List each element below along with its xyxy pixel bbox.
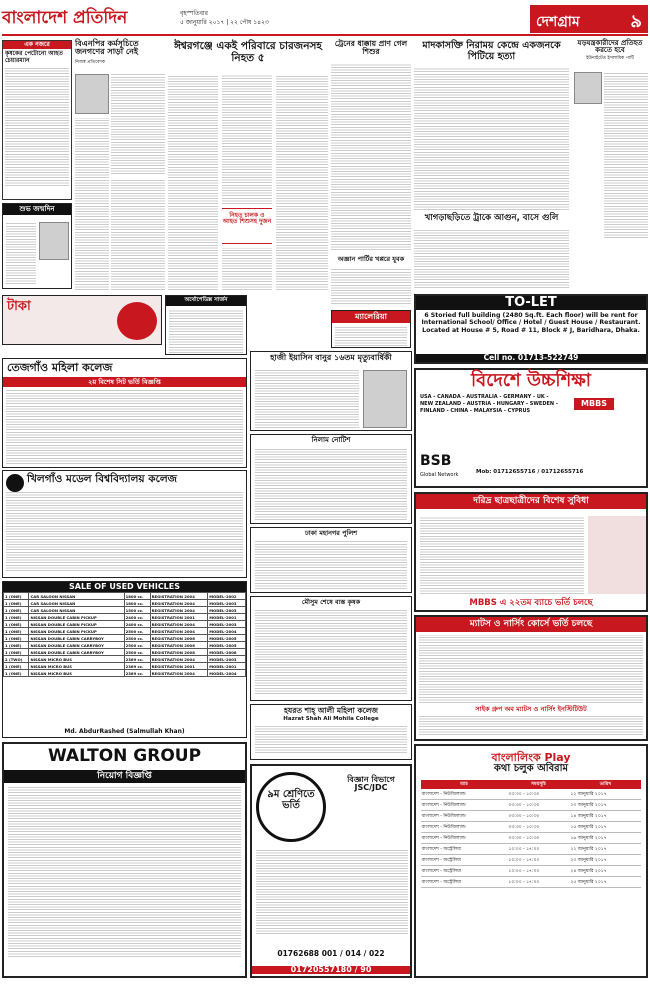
play-time: ০৩:৩০ - ১০:৩০ bbox=[507, 822, 569, 833]
ad-ortho bbox=[165, 295, 247, 355]
play-date: ১৪ জানুয়ারি ২০১৭ bbox=[569, 811, 641, 822]
story-conspiracy-text bbox=[604, 72, 648, 238]
play-time: ০৩:৩০ - ১০:৩০ bbox=[507, 833, 569, 844]
vehicle-no: 1 (ONE) bbox=[4, 635, 29, 642]
play-time: ০৩:৩০ - ১০:৩০ bbox=[507, 800, 569, 811]
ad-malaria-title: ম্যালেরিয়া bbox=[332, 311, 410, 323]
story-rehab bbox=[414, 40, 569, 210]
play-table bbox=[421, 780, 642, 888]
play-match: বাংলাদেশ - নিউজিল্যান্ড bbox=[421, 800, 508, 811]
ad-memorial-photo bbox=[363, 370, 407, 428]
play-date: ১২ জানুয়ারি ২০১৭ bbox=[569, 789, 641, 800]
vehicle-reg: REGISTRATION 2004 bbox=[150, 593, 208, 600]
vehicle-reg: REGISTRATION 2004 bbox=[150, 670, 208, 677]
vehicle-row bbox=[4, 621, 246, 628]
vehicle-model: NISSAN MICRO BUS bbox=[29, 670, 124, 677]
vehicle-reg: REGISTRATION 2004 bbox=[150, 607, 208, 614]
play-date: ১৬ জানুয়ারি ২০১৭ bbox=[569, 833, 641, 844]
play-time: ১০:০০ - ১৭:০০ bbox=[507, 855, 569, 866]
play-date: ২৫ জানুয়ারি ২০১৭ bbox=[569, 877, 641, 888]
ad-matts-phones bbox=[419, 715, 643, 735]
story-conspiracy-title: যড়যন্ত্রকারীদের প্রতিহত করতে হবে bbox=[577, 39, 643, 55]
story-khagrachari bbox=[414, 214, 569, 290]
ad-memorial-text bbox=[255, 370, 359, 428]
ad-malaria-text bbox=[335, 326, 407, 346]
ad-study-countries: USA - CANADA - AUSTRALIA - GERMANY - UK - NEW ZEALAND - AUSTRIA - HUNGARY - SWEDEN - FINLAND - CHINA - MALAYSIA - CYPRUS bbox=[420, 393, 558, 414]
vehicle-reg: REGISTRATION 2004 bbox=[150, 656, 208, 663]
story-ogyan-title: অজ্ঞান পার্টির খপ্পরে যুবক bbox=[337, 255, 405, 263]
play-match: বাংলাদেশ - নিউজিল্যান্ড bbox=[421, 822, 508, 833]
ad-tolet bbox=[414, 294, 648, 364]
vehicle-year: MODEL-2001 bbox=[208, 663, 246, 670]
ad-memorial bbox=[250, 351, 412, 431]
play-match: বাংলাদেশ - অস্ট্রেলিয়া bbox=[421, 866, 508, 877]
story-ishwarganj-col3 bbox=[276, 74, 328, 290]
vehicle-reg: REGISTRATION 2004 bbox=[150, 600, 208, 607]
story-ishwarganj-quote bbox=[222, 208, 272, 244]
story-bnp-byline: নিজস্ব প্রতিবেদক bbox=[75, 59, 106, 65]
vehicle-reg: REGISTRATION 2004 bbox=[150, 621, 208, 628]
play-col-time: সময়সূচি bbox=[531, 782, 546, 788]
story-bnp-text-a bbox=[111, 74, 165, 174]
vehicle-no: 1 (ONE) bbox=[4, 593, 29, 600]
story-farmer-title: মৌসুম শেষে ব্যস্ত কৃষক bbox=[301, 598, 361, 606]
ad-khilgaon-text bbox=[6, 491, 243, 571]
brief-text bbox=[5, 68, 69, 186]
story-farmer-text bbox=[255, 610, 407, 694]
ad-tk-title: টাকা bbox=[7, 299, 31, 314]
ad-class9-text bbox=[256, 850, 408, 934]
play-time: ০৩:৩০ - ১০:৩০ bbox=[507, 811, 569, 822]
vehicle-no: 1 (ONE) bbox=[4, 670, 29, 677]
ad-matts-title: ম্যাটস ও নার্সিং কোর্সে ভর্তি চলছে bbox=[416, 617, 646, 632]
vehicle-model: NISSAN DOUBLE CABIN PICKUP bbox=[29, 614, 124, 621]
play-row bbox=[421, 877, 642, 888]
vehicle-year: MODEL-2001 bbox=[208, 614, 246, 621]
khilgaon-logo-icon bbox=[6, 474, 24, 492]
ad-study-brand: BSB bbox=[420, 453, 452, 469]
vehicle-cc: 1800 cc. bbox=[124, 600, 150, 607]
vehicle-no: 1 (ONE) bbox=[4, 607, 29, 614]
ad-women-college bbox=[2, 358, 247, 468]
vehicle-year: MODEL-2003 bbox=[208, 600, 246, 607]
ad-study-title: বিদেশে উচ্চশিক্ষা bbox=[470, 370, 592, 391]
vehicle-year: MODEL-2003 bbox=[208, 656, 246, 663]
story-bnp-text-c bbox=[111, 178, 165, 290]
ad-dmp bbox=[250, 527, 412, 593]
play-date: ২২ জানুয়ারি ২০১৭ bbox=[569, 844, 641, 855]
vehicle-model: NISSAN DOUBLE CABIN CARRYBOY bbox=[29, 635, 124, 642]
vehicle-no: 1 (ONE) bbox=[4, 663, 29, 670]
play-time: ১০:০০ - ১৭:০০ bbox=[507, 877, 569, 888]
story-conspiracy bbox=[572, 40, 648, 240]
ad-khilgaon bbox=[2, 470, 247, 578]
masthead bbox=[2, 2, 648, 36]
logo: বাংলাদেশ প্রতিদিন bbox=[2, 8, 128, 28]
vehicle-row bbox=[4, 614, 246, 621]
play-match: বাংলাদেশ - নিউজিল্যান্ড bbox=[421, 833, 508, 844]
ad-class9-phone: 01762688 001 / 014 / 022 bbox=[277, 949, 385, 959]
ad-poor-side bbox=[588, 516, 646, 594]
ad-study-phone: Mob: 01712655716 / 01712655716 bbox=[476, 469, 584, 475]
ad-class9 bbox=[250, 764, 412, 978]
section-title: দেশগ্রাম bbox=[536, 14, 580, 30]
story-ishwarganj-col2 bbox=[222, 74, 272, 204]
play-row bbox=[421, 866, 642, 877]
story-bnp-title: বিএনপির কর্মসূচিতে জনগণের সাড়া নেই bbox=[75, 39, 139, 57]
vehicle-model: NISSAN DOUBLE CABIN PICKUP bbox=[29, 628, 124, 635]
ad-class9-title: ৯ম শ্রেণিতে ভর্তি bbox=[267, 789, 315, 811]
story-conspiracy-sub: ইউনাইটেড ইসলামিক পার্টি bbox=[586, 55, 634, 61]
play-time: ১০:০০ - ১৭:০০ bbox=[507, 844, 569, 855]
story-ogyan bbox=[331, 256, 411, 306]
vehicle-no: 1 (ONE) bbox=[4, 628, 29, 635]
vehicle-reg: REGISTRATION 2008 bbox=[150, 649, 208, 656]
play-time: ০৩:৩০ - ১০:৩০ bbox=[507, 789, 569, 800]
ad-ortho-title: অর্থোপেডিক্স সার্জন bbox=[166, 296, 246, 306]
vehicle-model: NISSAN MICRO BUS bbox=[29, 663, 124, 670]
ad-women-sub: ২য় বিশেষ সিট ভর্তি বিজ্ঞপ্তি bbox=[3, 377, 246, 388]
play-row bbox=[421, 844, 642, 855]
ad-science-title: বিজ্ঞান বিভাগে JSC/JDC bbox=[347, 775, 395, 793]
ad-women-title: তেজগাঁও মহিলা কলেজ bbox=[7, 361, 113, 374]
play-match: বাংলাদেশ - নিউজিল্যান্ড bbox=[421, 811, 508, 822]
ad-dmp-text bbox=[255, 541, 407, 589]
vehicle-no: 1 (ONE) bbox=[4, 621, 29, 628]
vehicle-cc: 2500 cc. bbox=[124, 642, 150, 649]
vehicle-no: 1 (ONE) bbox=[4, 642, 29, 649]
vehicle-no: 1 (ONE) bbox=[4, 649, 29, 656]
vehicle-year: MODEL-2008 bbox=[208, 649, 246, 656]
vehicle-cc: 2369 cc. bbox=[124, 663, 150, 670]
vehicle-reg: REGISTRATION 2006 bbox=[150, 635, 208, 642]
play-col-match: ম্যাচ bbox=[460, 782, 468, 788]
vehicle-cc: 2400 cc. bbox=[124, 621, 150, 628]
play-row bbox=[421, 822, 642, 833]
vehicle-cc: 2400 cc. bbox=[124, 614, 150, 621]
vehicle-cc: 2369 cc. bbox=[124, 670, 150, 677]
vehicle-row bbox=[4, 628, 246, 635]
ad-khilgaon-title: খিলগাঁও মডেল বিশ্ববিদ্যালয় কলেজ bbox=[27, 473, 178, 485]
vehicle-model: CAR SALOON NISSAN bbox=[29, 600, 124, 607]
ad-mbbs-title: MBBS এ ২২তম ব্যাচে ভর্তি চলছে bbox=[469, 598, 593, 609]
story-khagrachari-text bbox=[414, 228, 569, 288]
vehicle-year: MODEL-2005 bbox=[208, 642, 246, 649]
vehicle-no: 1 (ONE) bbox=[4, 600, 29, 607]
play-col-date: তারিখ bbox=[599, 782, 612, 788]
brief-title: কৃষকের পেটোনো আহত চেয়ারম্যান bbox=[5, 50, 63, 64]
play-match: বাংলাদেশ - নিউজিল্যান্ড bbox=[421, 789, 508, 800]
story-bnp bbox=[75, 40, 165, 292]
play-date: ২৪ জানুয়ারি ২০১৭ bbox=[569, 866, 641, 877]
ad-hazrat-text bbox=[255, 725, 407, 753]
ad-malaria bbox=[331, 310, 411, 348]
vehicle-cc: 1800 cc. bbox=[124, 593, 150, 600]
birthday-text bbox=[6, 222, 36, 284]
ad-study-abroad bbox=[414, 368, 648, 488]
birthday-ad bbox=[2, 203, 72, 289]
vehicle-model: NISSAN DOUBLE CABIN CARRYBOY bbox=[29, 642, 124, 649]
ad-auction-title: নিলাম নোটিশ bbox=[311, 436, 351, 444]
vehicle-row bbox=[4, 642, 246, 649]
vehicle-row bbox=[4, 635, 246, 642]
story-train-title: ট্রেনের ধাক্কায় প্রাণ গেল শিশুর bbox=[334, 39, 408, 56]
vehicle-year: MODEL-2004 bbox=[208, 670, 246, 677]
vehicle-cc: 2369 cc. bbox=[124, 656, 150, 663]
vehicle-row bbox=[4, 663, 246, 670]
play-row bbox=[421, 855, 642, 866]
vehicle-model: NISSAN DOUBLE CABIN CARRYBOY bbox=[29, 649, 124, 656]
story-ishwarganj bbox=[168, 40, 328, 292]
vehicle-row bbox=[4, 607, 246, 614]
brief-box bbox=[2, 40, 72, 200]
vehicle-cc: 2500 cc. bbox=[124, 635, 150, 642]
vehicle-cc: 2500 cc. bbox=[124, 628, 150, 635]
play-match: বাংলাদেশ - অস্ট্রেলিয়া bbox=[421, 877, 508, 888]
birthday-title: শুভ জন্মদিন bbox=[3, 204, 71, 215]
story-ishwarganj-col2b bbox=[222, 248, 272, 290]
birthday-photo bbox=[39, 222, 69, 260]
ad-matts bbox=[414, 615, 648, 741]
ad-play-sub: কথা চলুক অবিরাম bbox=[493, 762, 569, 774]
ad-matts-sub: সাইক গ্রুপ অব ম্যাটস ও নার্সিং ইনস্টিটিউট bbox=[475, 705, 587, 714]
masthead-date: ৫ জানুয়ারি ২০১৭ | ২২ পৌষ ১৪২৩ bbox=[180, 19, 269, 26]
quote-text: নিহত চালক ও আহত শিশুসহ দুজন bbox=[222, 212, 272, 226]
vehicle-model: NISSAN MICRO BUS bbox=[29, 656, 124, 663]
ad-coaching bbox=[2, 295, 162, 345]
section-banner bbox=[530, 5, 648, 33]
ad-class9-phone2: 01720557180 / 90 bbox=[252, 966, 410, 974]
ad-study-mbbs: MBBS bbox=[574, 398, 614, 410]
play-row bbox=[421, 789, 642, 800]
ad-poor-text bbox=[420, 516, 584, 594]
vehicle-year: MODEL-2003 bbox=[208, 621, 246, 628]
vehicle-year: MODEL-2003 bbox=[208, 607, 246, 614]
ad-play bbox=[414, 744, 648, 978]
vehicle-row bbox=[4, 670, 246, 677]
story-bnp-text-b bbox=[75, 118, 109, 290]
story-train bbox=[331, 40, 411, 252]
play-row bbox=[421, 833, 642, 844]
ad-hazrat bbox=[250, 704, 412, 760]
ad-matts-text bbox=[419, 635, 643, 703]
vehicle-year: MODEL-2004 bbox=[208, 628, 246, 635]
story-bnp-photo bbox=[75, 74, 109, 114]
ad-vehicles-title: SALE OF USED VEHICLES bbox=[3, 582, 246, 592]
ad-vehicles-contact: Md. AbdurRashed (Salmullah Khan) bbox=[64, 727, 185, 735]
story-ishwarganj-col1 bbox=[168, 74, 218, 290]
ad-tolet-body: 6 Storied full building (2480 Sq.ft. Each floor) will be rent for International School/ Office / Hotel / Guest House / Restaurant. Located at House # 5, Road # 11, Block # J, Baridhara, Dhaka. bbox=[421, 311, 641, 335]
story-train-text bbox=[331, 64, 411, 250]
vehicle-row bbox=[4, 600, 246, 607]
ad-poor-title: দরিদ্র ছাত্রছাত্রীদের বিশেষ সুবিধা bbox=[416, 494, 646, 509]
story-rehab-title: মাদকাসক্তি নিরাময় কেন্দ্রে একজনকে পিটিয়ে হত্যা bbox=[422, 40, 561, 63]
story-khagrachari-title: খাগড়াছড়িতে ট্রাকে আগুন, বাসে গুলি bbox=[424, 213, 559, 223]
play-date: ২৩ জানুয়ারি ২০১৭ bbox=[569, 855, 641, 866]
ad-poor-students bbox=[414, 492, 648, 612]
vehicle-reg: REGISTRATION 2004 bbox=[150, 628, 208, 635]
vehicle-cc: 1500 cc. bbox=[124, 607, 150, 614]
ad-hazrat-en: Hazrat Shah Ali Mohila College bbox=[283, 715, 379, 722]
play-match: বাংলাদেশ - অস্ট্রেলিয়া bbox=[421, 855, 508, 866]
story-rehab-text bbox=[414, 68, 569, 210]
ad-tolet-phone: Cell no. 01713-522749 bbox=[416, 354, 646, 362]
vehicle-row bbox=[4, 649, 246, 656]
vehicle-model: CAR SALOON NISSAN bbox=[29, 607, 124, 614]
ad-play-title: বাংলালিংক Play bbox=[491, 751, 571, 764]
ad-tk-badge bbox=[117, 302, 157, 340]
ad-hazrat-title: হযরত শাহ্ আলী মহিলা কলেজ bbox=[283, 706, 379, 715]
story-farmer bbox=[250, 596, 412, 701]
play-row bbox=[421, 811, 642, 822]
vehicle-model: NISSAN DOUBLE CABIN PICKUP bbox=[29, 621, 124, 628]
brief-label: এক নজরে bbox=[3, 41, 71, 49]
story-ogyan-text bbox=[331, 268, 411, 304]
masthead-day: বৃহস্পতিবার bbox=[180, 10, 208, 17]
play-row bbox=[421, 800, 642, 811]
story-conspiracy-photo bbox=[574, 72, 602, 104]
page-number: ৯ bbox=[630, 11, 642, 32]
ad-dmp-title: ঢাকা মহানগর পুলিশ bbox=[304, 529, 358, 537]
vehicle-no: 2 (TWO) bbox=[4, 656, 29, 663]
play-match: বাংলাদেশ - অস্ট্রেলিয়া bbox=[421, 844, 508, 855]
vehicle-reg: REGISTRATION 2001 bbox=[150, 614, 208, 621]
ad-walton bbox=[2, 742, 247, 978]
story-ishwarganj-title: ঈশ্বরগঞ্জে একই পরিবারে চারজনসহ নিহত ৫ bbox=[174, 40, 322, 65]
ad-walton-sub: নিয়োগ বিজ্ঞপ্তি bbox=[4, 770, 245, 783]
ad-memorial-title: হাজী ইয়াসিন বানুর ১৬তম মৃত্যুবার্ষিকী bbox=[270, 353, 392, 362]
ad-walton-title: WALTON GROUP bbox=[47, 746, 202, 766]
vehicle-no: 1 (ONE) bbox=[4, 614, 29, 621]
play-date: ১৫ জানুয়ারি ২০১৭ bbox=[569, 822, 641, 833]
ad-tolet-title: TO-LET bbox=[416, 296, 646, 310]
ad-women-text bbox=[6, 390, 243, 464]
vehicle-cc: 2500 cc. bbox=[124, 649, 150, 656]
vehicle-reg: REGISTRATION 2006 bbox=[150, 642, 208, 649]
vehicle-year: MODEL-2005 bbox=[208, 635, 246, 642]
vehicle-reg: REGISTRATION 2001 bbox=[150, 663, 208, 670]
play-time: ১০:০০ - ১৭:০০ bbox=[507, 866, 569, 877]
ad-auction bbox=[250, 434, 412, 524]
vehicles-table bbox=[3, 592, 246, 677]
ad-walton-text bbox=[8, 787, 241, 957]
ad-vehicles bbox=[2, 581, 247, 738]
vehicle-model: CAR SALOON NISSAN bbox=[29, 593, 124, 600]
vehicle-row bbox=[4, 656, 246, 663]
play-date: ১৩ জানুয়ারি ২০১৭ bbox=[569, 800, 641, 811]
ad-ortho-text bbox=[169, 309, 243, 353]
ad-study-brand-sub: Global Network bbox=[420, 472, 459, 478]
ad-auction-text bbox=[255, 448, 407, 520]
vehicle-year: MODEL-2002 bbox=[208, 593, 246, 600]
vehicle-row bbox=[4, 593, 246, 600]
